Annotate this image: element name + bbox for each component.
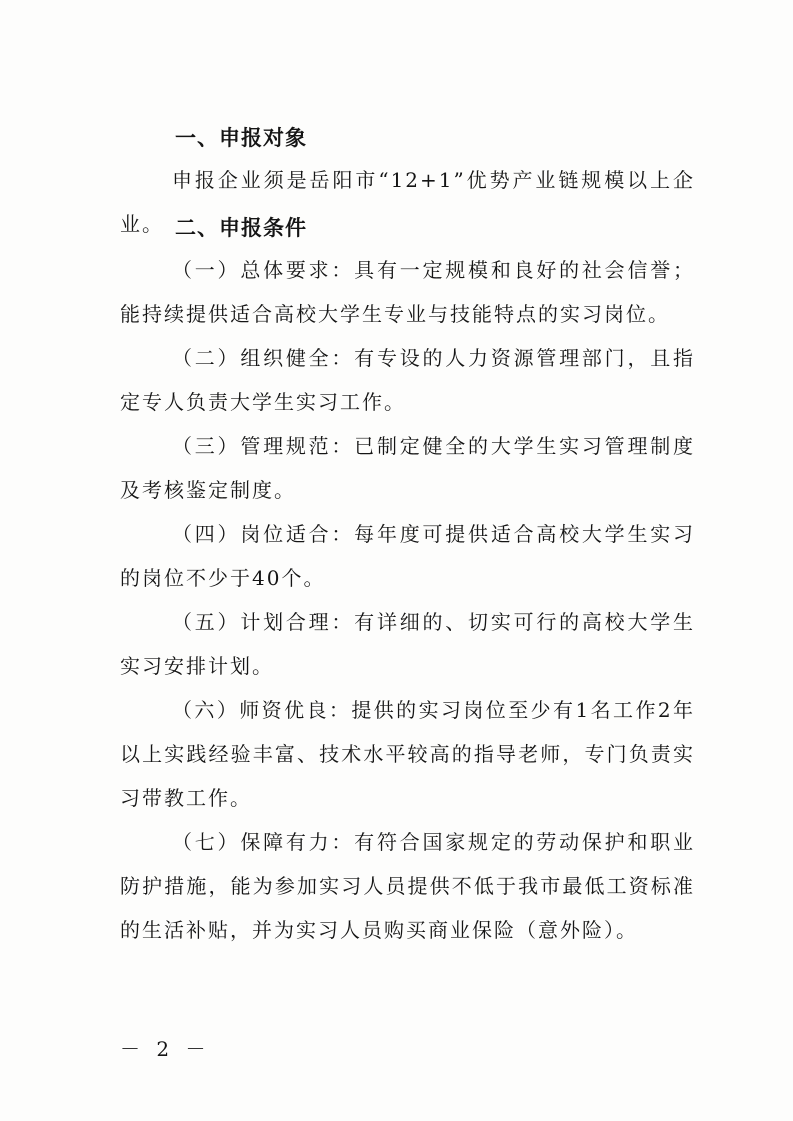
paragraph-condition-7: （七）保障有力：有符合国家规定的劳动保护和职业防护措施，能为参加实习人员提供不低于我市最低工资标准的生活补贴，并为实习人员购买商业保险（意外险）。 [120,830,695,942]
section-heading-application-target: 一、申报对象 [175,126,307,150]
paragraph-condition-4: （四）岗位适合：每年度可提供适合高校大学生实习的岗位不少于40个。 [120,522,695,590]
paragraph-application-target: 申报企业须是岳阳市“12+1”优势产业链规模以上企业。 [120,168,695,236]
paragraph-condition-3: （三）管理规范：已制定健全的大学生实习管理制度及考核鉴定制度。 [120,434,695,502]
paragraph-condition-1: （一）总体要求：具有一定规模和良好的社会信誉；能持续提供适合高校大学生专业与技能特点的实习岗位。 [120,258,695,326]
paragraph-condition-5: （五）计划合理：有详细的、切实可行的高校大学生实习安排计划。 [120,610,695,678]
paragraph-condition-2: （二）组织健全：有专设的人力资源管理部门，且指定专人负责大学生实习工作。 [120,346,695,414]
page-number: － 2 － [120,1037,211,1061]
paragraph-condition-6: （六）师资优良：提供的实习岗位至少有1名工作2年以上实践经验丰富、技术水平较高的指导老师，专门负责实习带教工作。 [120,698,695,810]
section-heading-application-conditions: 二、申报条件 [175,216,307,240]
